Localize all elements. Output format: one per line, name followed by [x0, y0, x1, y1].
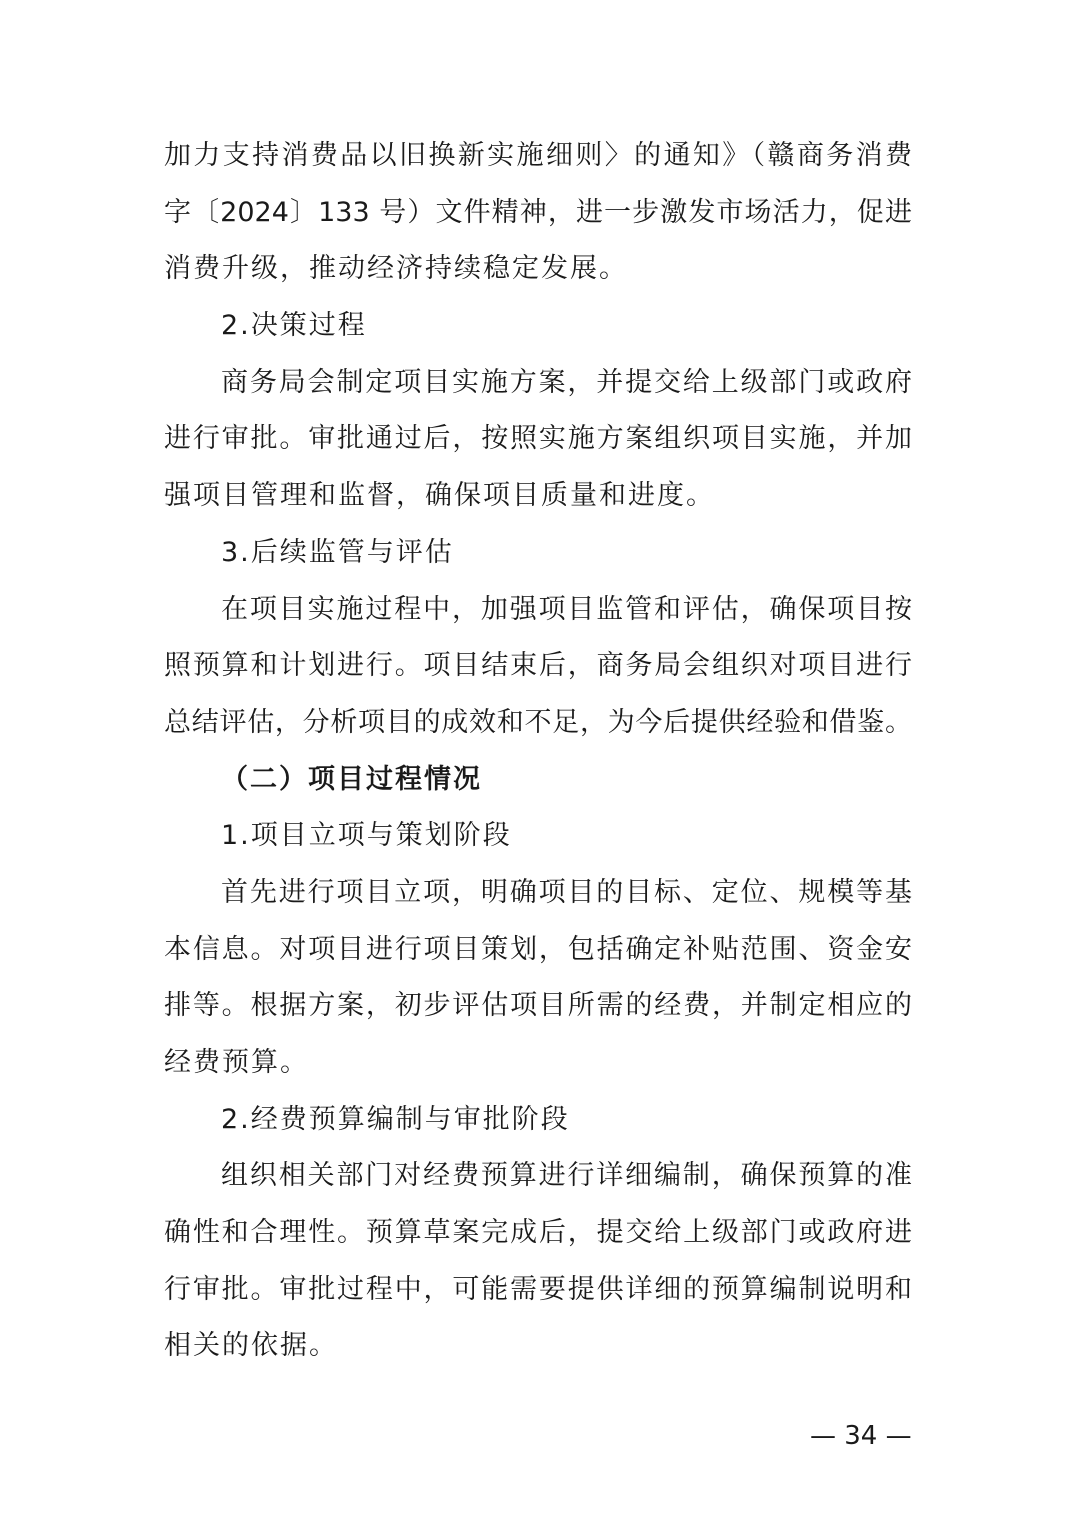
body-line-6: 进行审批。审批通过后，按照实施方案组织项目实施，并加 — [164, 423, 912, 455]
section-heading-initiation: 1.项目立项与策划阶段 — [221, 820, 512, 852]
body-line-3: 消费升级，推动经济持续稳定发展。 — [164, 253, 628, 285]
body-line-21: 行审批。审批过程中，可能需要提供详细的预算编制说明和 — [164, 1273, 912, 1305]
body-line-10: 照预算和计划进行。项目结束后，商务局会组织对项目进行 — [164, 650, 912, 682]
body-line-1: 加力支持消费品以旧换新实施细则〉的通知》（赣商务消费 — [164, 140, 912, 171]
body-line-22: 相关的依据。 — [164, 1330, 338, 1362]
section-heading-followup: 3.后续监管与评估 — [221, 536, 454, 568]
section-heading-project-process: （二）项目过程情况 — [221, 763, 482, 795]
section-heading-budget: 2.经费预算编制与审批阶段 — [221, 1103, 570, 1135]
body-line-16: 排等。根据方案，初步评估项目所需的经费，并制定相应的 — [164, 990, 912, 1022]
body-line-20: 确性和合理性。预算草案完成后，提交给上级部门或政府进 — [164, 1217, 912, 1249]
section-heading-decision-process: 2.决策过程 — [221, 310, 367, 342]
body-line-2: 字〔2024〕133 号）文件精神，进一步激发市场活力，促进 — [164, 196, 912, 228]
body-line-14: 首先进行项目立项，明确项目的目标、定位、规模等基 — [221, 876, 912, 908]
body-line-5: 商务局会制定项目实施方案，并提交给上级部门或政府 — [221, 366, 912, 398]
body-line-19: 组织相关部门对经费预算进行详细编制，确保预算的准 — [221, 1160, 912, 1192]
body-line-7: 强项目管理和监督，确保项目质量和进度。 — [164, 480, 715, 512]
body-line-11: 总结评估，分析项目的成效和不足，为今后提供经验和借鉴。 — [164, 706, 912, 738]
page-number: — 34 — — [810, 1421, 912, 1451]
body-line-9: 在项目实施过程中，加强项目监管和评估，确保项目按 — [221, 593, 912, 625]
body-line-15: 本信息。对项目进行项目策划，包括确定补贴范围、资金安 — [164, 933, 912, 965]
body-line-17: 经费预算。 — [164, 1047, 309, 1078]
document-body — [164, 128, 912, 1375]
